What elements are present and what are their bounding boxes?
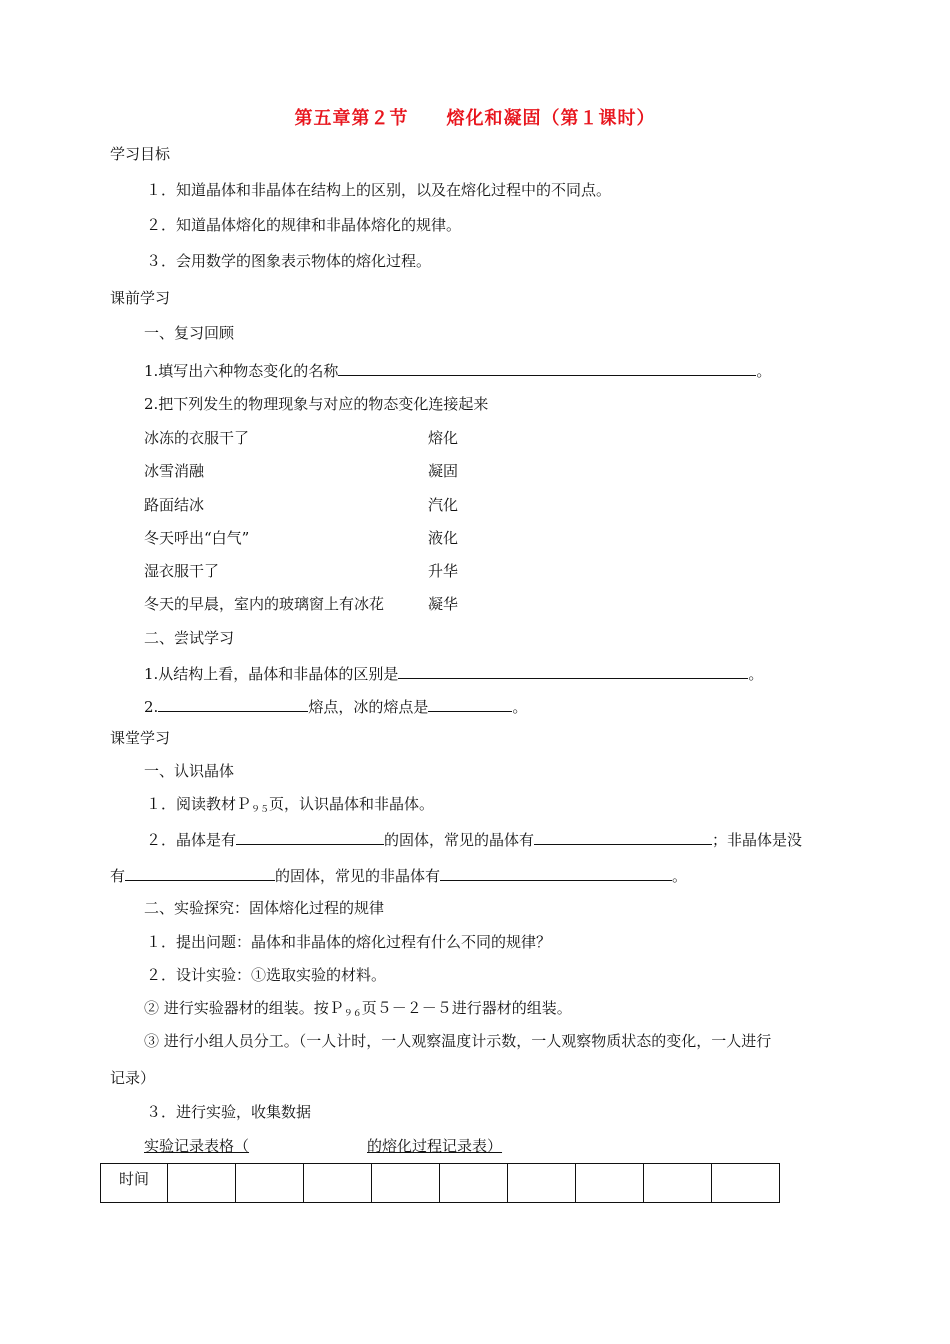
try-question-2-number: 2. — [144, 698, 159, 716]
try-question-2-text: 熔点，冰的熔点是 — [308, 698, 429, 716]
read-textbook — [146, 794, 434, 820]
experiment-step-3: ３．进行实验，收集数据 — [146, 1103, 312, 1121]
table-row — [101, 1164, 780, 1203]
state-change-item: 熔化 — [428, 429, 459, 447]
phenomenon-item: 冬天的早晨，室内的玻璃窗上有冰花 — [144, 595, 385, 613]
objective-1: １．知道晶体和非晶体在结构上的区别，以及在熔化过程中的不同点。 — [146, 181, 612, 199]
answer-blank[interactable] — [534, 828, 712, 845]
section-objectives: 学习目标 — [110, 145, 171, 163]
table-cell[interactable] — [644, 1164, 712, 1203]
record-table — [100, 1163, 780, 1203]
experiment-step-roles-cont: 记录） — [110, 1069, 156, 1087]
phenomenon-item: 路面结冰 — [144, 496, 205, 514]
phenomenon-item: 冬天呼出“白气” — [144, 529, 250, 547]
table-cell[interactable] — [236, 1164, 304, 1203]
phenomenon-item: 冰冻的衣服干了 — [144, 429, 250, 447]
answer-blank[interactable] — [428, 695, 512, 712]
state-change-item: 凝华 — [428, 595, 459, 613]
experiment-step-roles: ③ 进行小组人员分工。（一人计时，一人观察温度计示数，一人观察物质状态的变化，一人进行 — [144, 1032, 772, 1050]
state-change-item: 升华 — [428, 562, 459, 580]
table-cell[interactable] — [372, 1164, 440, 1203]
page-subscript: ９５ — [251, 805, 270, 815]
question-1-text: 1.填写出六种物态变化的名称 — [144, 362, 339, 380]
table-cell[interactable] — [440, 1164, 508, 1203]
answer-blank[interactable] — [236, 828, 384, 845]
answer-blank[interactable] — [249, 1136, 367, 1156]
text-fragment: ２．晶体是有 — [146, 831, 237, 849]
answer-blank[interactable] — [125, 864, 275, 881]
state-change-item: 汽化 — [428, 496, 459, 514]
try-heading: 二、尝试学习 — [144, 629, 235, 647]
review-heading: 一、复习回顾 — [144, 324, 235, 342]
crystal-definition-line-2 — [110, 864, 687, 886]
try-question-1 — [144, 662, 763, 684]
page-title: 第五章第２节 熔化和凝固（第１课时） — [294, 108, 656, 129]
table-cell[interactable] — [304, 1164, 372, 1203]
end-mark: 。 — [672, 867, 688, 885]
know-crystal-heading: 一、认识晶体 — [144, 762, 235, 780]
end-mark: 。 — [748, 665, 764, 683]
page-subscript: ９６ — [343, 1009, 362, 1019]
experiment-step-1: １．提出问题：晶体和非晶体的熔化过程有什么不同的规律？ — [146, 933, 552, 951]
text-fragment: 的熔化过程记录表） — [367, 1137, 503, 1155]
answer-blank[interactable] — [398, 662, 748, 679]
text-fragment: 页５－２－５进行器材的组装。 — [361, 999, 572, 1017]
section-class-study: 课堂学习 — [110, 729, 171, 747]
table-header-cell: 时间 — [101, 1164, 168, 1203]
text-fragment: ② 进行实验器材的组装。按Ｐ — [144, 999, 344, 1017]
answer-blank[interactable] — [440, 864, 672, 881]
text-fragment: 的固体，常见的非晶体有 — [275, 867, 441, 885]
phenomenon-item: 冰雪消融 — [144, 462, 205, 480]
objective-2: ２．知道晶体熔化的规律和非晶体熔化的规律。 — [146, 216, 462, 234]
experiment-step-assembly — [144, 998, 572, 1024]
table-cell[interactable] — [168, 1164, 236, 1203]
table-cell[interactable] — [508, 1164, 576, 1203]
question-1 — [144, 359, 771, 381]
try-question-2 — [144, 695, 527, 717]
text-fragment: 实验记录表格（ — [144, 1137, 250, 1155]
table-caption — [144, 1136, 502, 1156]
table-cell[interactable] — [712, 1164, 780, 1203]
experiment-heading: 二、实验探究：固体熔化过程的规律 — [144, 899, 385, 917]
phenomenon-item: 湿衣服干了 — [144, 562, 220, 580]
section-pre-study: 课前学习 — [110, 289, 171, 307]
state-change-item: 液化 — [428, 529, 459, 547]
end-mark: 。 — [756, 362, 772, 380]
table-cell[interactable] — [576, 1164, 644, 1203]
text-fragment: 有 — [110, 867, 126, 885]
read-textbook-suffix: 页，认识晶体和非晶体。 — [269, 795, 435, 813]
end-mark: 。 — [512, 698, 528, 716]
text-fragment: ；非晶体是没 — [712, 831, 803, 849]
crystal-definition-line-1 — [146, 828, 802, 850]
read-textbook-prefix: １．阅读教材Ｐ — [146, 795, 252, 813]
question-2: 2.把下列发生的物理现象与对应的物态变化连接起来 — [144, 395, 489, 413]
answer-blank[interactable] — [158, 695, 308, 712]
answer-blank[interactable] — [338, 359, 756, 376]
experiment-step-2: ２．设计实验：①选取实验的材料。 — [146, 966, 387, 984]
text-fragment: 的固体，常见的晶体有 — [384, 831, 535, 849]
objective-3: ３．会用数学的图象表示物体的熔化过程。 — [146, 252, 432, 270]
state-change-item: 凝固 — [428, 462, 459, 480]
try-question-1-text: 1.从结构上看，晶体和非晶体的区别是 — [144, 665, 399, 683]
